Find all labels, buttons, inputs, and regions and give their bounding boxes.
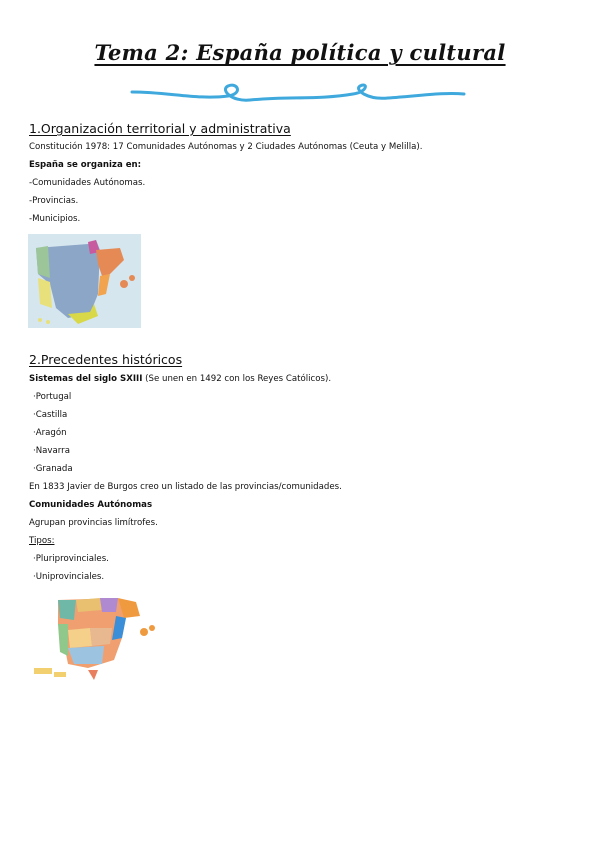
list-item-portugal: ·Portugal <box>33 392 72 402</box>
page-title: Tema 2: España política y cultural <box>94 40 506 65</box>
organizes-label: España se organiza en: <box>29 160 142 170</box>
list-item-aragon: ·Aragón <box>33 428 67 438</box>
burgos-text: En 1833 Javier de Burgos creo un listado de las provincias/comunidades. <box>29 482 342 492</box>
list-item-municipios: -Municipios. <box>29 214 81 224</box>
list-item-pluriprovinciales: ·Pluriprovinciales. <box>33 554 109 564</box>
list-item-granada: ·Granada <box>33 464 73 474</box>
list-item-uniprovinciales: ·Uniprovinciales. <box>33 572 105 582</box>
systems-line <box>29 374 331 384</box>
ca-description: Agrupan provincias limítrofes. <box>29 518 158 528</box>
list-item-comunidades: -Comunidades Autónomas. <box>29 178 146 188</box>
tipos-label: Tipos: <box>29 536 55 546</box>
systems-bold: Sistemas del siglo SXIII <box>29 374 143 384</box>
list-item-castilla: ·Castilla <box>33 410 68 420</box>
map-spain-regions-image <box>28 234 141 328</box>
wave-divider <box>128 78 468 112</box>
constitution-text: Constitución 1978: 17 Comunidades Autónomas y 2 Ciudades Autónomas (Ceuta y Melilla). <box>29 142 423 152</box>
list-item-provincias: -Provincias. <box>29 196 79 206</box>
list-item-navarra: ·Navarra <box>33 446 70 456</box>
section-2-heading: 2.Precedentes históricos <box>29 352 183 367</box>
map-spain-provinces-image <box>28 594 168 686</box>
section-1-heading: 1.Organización territorial y administrativa <box>29 121 291 136</box>
ca-heading: Comunidades Autónomas <box>29 500 153 510</box>
systems-rest: (Se unen en 1492 con los Reyes Católicos). <box>142 374 332 384</box>
